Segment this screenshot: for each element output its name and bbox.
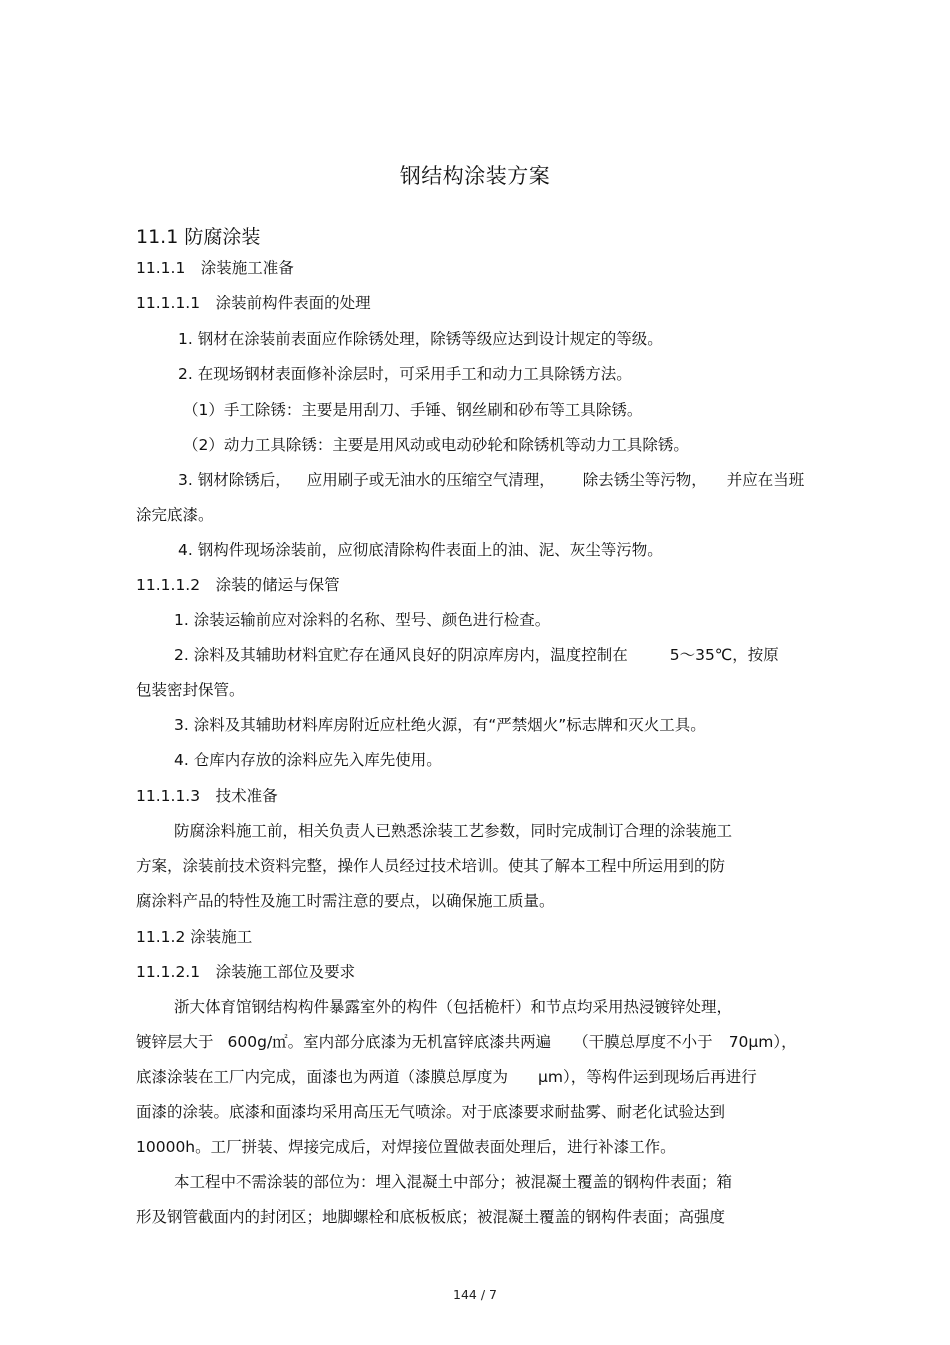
text-segment: 2. 涂料及其辅助材料宜贮存在通风良好的阴凉库房内，温度控制在 bbox=[174, 646, 628, 664]
paragraph-line: 涂完底漆。 bbox=[136, 506, 214, 524]
text-segment: 600g/㎡。室内部分底漆为无机富锌底漆共两遍 bbox=[227, 1033, 552, 1051]
text-segment: 70µm）， bbox=[728, 1033, 797, 1051]
paragraph-line: 2. 在现场钢材表面修补涂层时，可采用手工和动力工具除锈方法。 bbox=[178, 365, 632, 383]
paragraph-line: 腐涂料产品的特性及施工时需注意的要点，以确保施工质量。 bbox=[136, 892, 555, 910]
paragraph-line: 形及钢管截面内的封闭区；地脚螺栓和底板板底；被混凝土覆盖的钢构件表面；高强度 bbox=[136, 1208, 726, 1226]
text-segment: 底漆涂装在工厂内完成，面漆也为两道（漆膜总厚度为 bbox=[136, 1068, 509, 1086]
paragraph-line: 1. 涂装运输前应对涂料的名称、型号、颜色进行检查。 bbox=[174, 611, 551, 629]
text-segment: 3. 钢材除锈后， bbox=[178, 471, 291, 489]
paragraph-line: 浙大体育馆钢结构构件暴露室外的构件（包括桅杆）和节点均采用热浸镀锌处理， bbox=[174, 998, 733, 1016]
subsection-heading-11-1-1-2: 11.1.1.2 涂装的储运与保管 bbox=[136, 576, 340, 594]
paragraph-line: 4. 钢构件现场涂装前，应彻底清除构件表面上的油、泥、灰尘等污物。 bbox=[178, 541, 663, 559]
paragraph-line bbox=[174, 645, 779, 665]
paragraph-line: 方案，涂装前技术资料完整，操作人员经过技术培训。使其了解本工程中所运用到的防 bbox=[136, 857, 726, 875]
paragraph-line: 面漆的涂装。底漆和面漆均采用高压无气喷涂。对于底漆要求耐盐雾、耐老化试验达到 bbox=[136, 1103, 726, 1121]
paragraph-line: （1）手工除锈：主要是用刮刀、手锤、钢丝刷和砂布等工具除锈。 bbox=[183, 401, 643, 419]
paragraph-line: 1. 钢材在涂装前表面应作除锈处理，除锈等级应达到设计规定的等级。 bbox=[178, 330, 663, 348]
text-segment: µm），等构件运到现场后再进行 bbox=[538, 1068, 757, 1086]
paragraph-line: 4. 仓库内存放的涂料应先入库先使用。 bbox=[174, 751, 442, 769]
paragraph-line: 3. 涂料及其辅助材料库房附近应杜绝火源，有“严禁烟火”标志牌和灭火工具。 bbox=[174, 716, 706, 734]
document-title: 钢结构涂装方案 bbox=[399, 164, 551, 188]
paragraph-line bbox=[136, 1032, 797, 1052]
paragraph-line: 包装密封保管。 bbox=[136, 681, 245, 699]
subsection-heading-11-1-1-1: 11.1.1.1 涂装前构件表面的处理 bbox=[136, 294, 371, 312]
paragraph-line: 本工程中不需涂装的部位为：埋入混凝土中部分；被混凝土覆盖的钢构件表面；箱 bbox=[174, 1173, 733, 1191]
subsection-heading-11-1-1-3: 11.1.1.3 技术准备 bbox=[136, 787, 278, 805]
text-segment: 并应在当班 bbox=[726, 471, 805, 489]
section-heading-11-1: 11.1 防腐涂装 bbox=[136, 226, 261, 248]
text-segment: 5～35℃，按原 bbox=[669, 646, 779, 664]
text-segment: 镀锌层大于 bbox=[136, 1033, 214, 1051]
subsection-heading-11-1-2: 11.1.2 涂装施工 bbox=[136, 928, 253, 946]
text-segment: （干膜总厚度不小于 bbox=[573, 1033, 713, 1051]
paragraph-line bbox=[136, 1067, 757, 1087]
paragraph-line: （2）动力工具除锈：主要是用风动或电动砂轮和除锈机等动力工具除锈。 bbox=[183, 436, 689, 454]
paragraph-line bbox=[178, 470, 804, 490]
paragraph-line: 防腐涂料施工前，相关负责人已熟悉涂装工艺参数，同时完成制订合理的涂装施工 bbox=[174, 822, 733, 840]
subsection-heading-11-1-1: 11.1.1 涂装施工准备 bbox=[136, 259, 294, 277]
paragraph-line: 10000h。工厂拼装、焊接完成后，对焊接位置做表面处理后，进行补漆工作。 bbox=[136, 1138, 676, 1156]
text-segment: 应用刷子或无油水的压缩空气清理， bbox=[306, 471, 555, 489]
text-segment: 除去锈尘等污物， bbox=[582, 471, 707, 489]
page-number: 144 / 7 bbox=[453, 1287, 497, 1302]
subsection-heading-11-1-2-1: 11.1.2.1 涂装施工部位及要求 bbox=[136, 963, 356, 981]
